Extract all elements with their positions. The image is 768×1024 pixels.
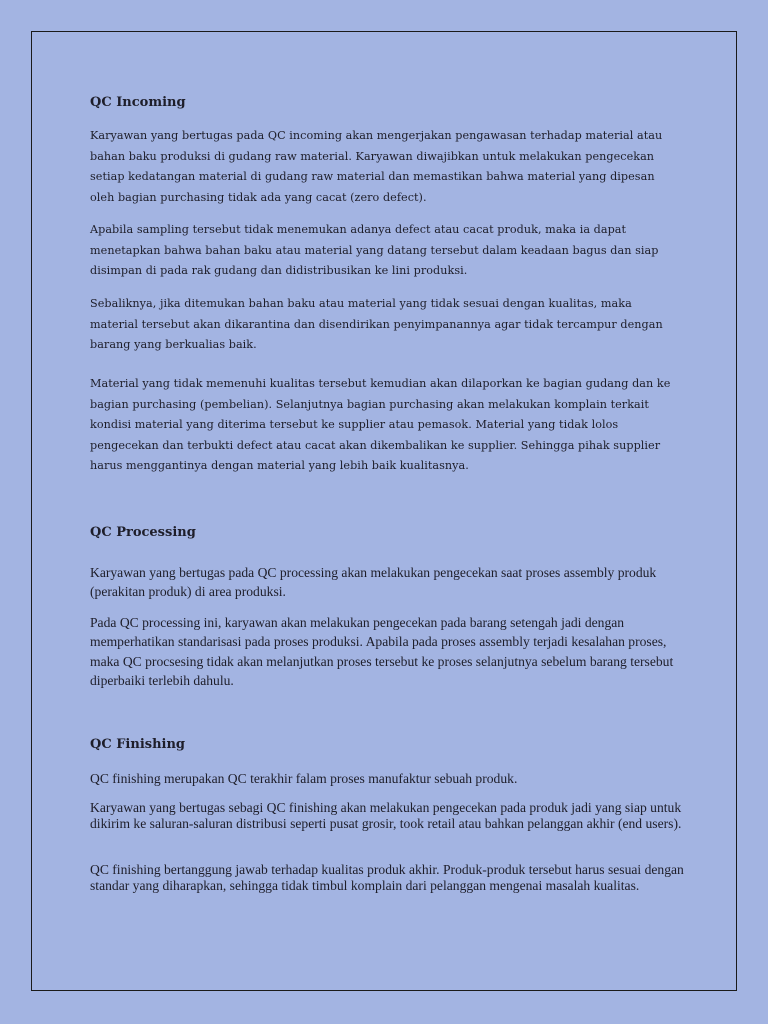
incoming-paragraph-4: Material yang tidak memenuhi kualitas tersebut kemudian akan dilaporkan ke bagian gudang dan ke bagian purchasing (pembelian). Selanjutnya bagian purchasing akan melakukan komplain terkait kondisi material yang diterima tersebut ke supplier atau pemasok. Material yang tidak lolos pengecekan dan terbukti defect atau cacat akan dikembalikan ke supplier. Sehingga pihak supplier harus menggantinya dengan material yang lebih baik kualitasnya. <box>90 377 671 472</box>
processing-paragraph-1: Karyawan yang bertugas pada QC processing akan melakukan pengecekan saat proses assembly produk (perakitan produk) di area produksi. <box>90 565 657 600</box>
heading-qc-processing: QC Processing <box>90 525 196 540</box>
finishing-paragraph-1: QC finishing merupakan QC terakhir falam proses manufaktur sebuah produk. <box>90 771 518 786</box>
incoming-paragraph-1: Karyawan yang bertugas pada QC incoming akan mengerjakan pengawasan terhadap material atau bahan baku produksi di gudang raw material. Karyawan diwajibkan untuk melakukan pengecekan setiap kedatangan material di gudang raw material dan memastikan bahwa material yang dipesan oleh bagian purchasing tidak ada yang cacat (zero defect). <box>90 129 663 204</box>
incoming-paragraph-2: Apabila sampling tersebut tidak menemukan adanya defect atau cacat produk, maka ia dapat menetapkan bahwa bahan baku atau material yang datang tersebut dalam keadaan bagus dan siap disimpan di pada rak gudang dan didistribusikan ke lini produksi. <box>90 223 659 277</box>
finishing-paragraph-3: QC finishing bertanggung jawab terhadap kualitas produk akhir. Produk-produk tersebut harus sesuai dengan standar yang diharapkan, sehingga tidak timbul komplain dari pelanggan mengenai masalah kualitas. <box>90 862 684 894</box>
incoming-paragraph-3: Sebaliknya, jika ditemukan bahan baku atau material yang tidak sesuai dengan kualitas, maka material tersebut akan dikarantina dan disendirikan penyimpanannya agar tidak tercampur dengan barang yang berkualias baik. <box>90 297 663 351</box>
heading-qc-finishing: QC Finishing <box>90 737 186 752</box>
heading-qc-incoming: QC Incoming <box>90 95 186 110</box>
processing-paragraph-2: Pada QC processing ini, karyawan akan melakukan pengecekan pada barang setengah jadi dengan memperhatikan standarisasi pada proses produksi. Apabila pada proses assembly terjadi kesalahan proses, maka QC procsesing tidak akan melanjutkan proses tersebut ke proses selanjutnya sebelum barang tersebut diperbaiki terlebih dahulu. <box>90 615 674 688</box>
finishing-paragraph-2: Karyawan yang bertugas sebagi QC finishing akan melakukan pengecekan pada produk jadi yang siap untuk dikirim ke saluran-saluran distribusi seperti pusat grosir, took retail atau bahkan pelanggan akhir (end users). <box>90 800 682 832</box>
